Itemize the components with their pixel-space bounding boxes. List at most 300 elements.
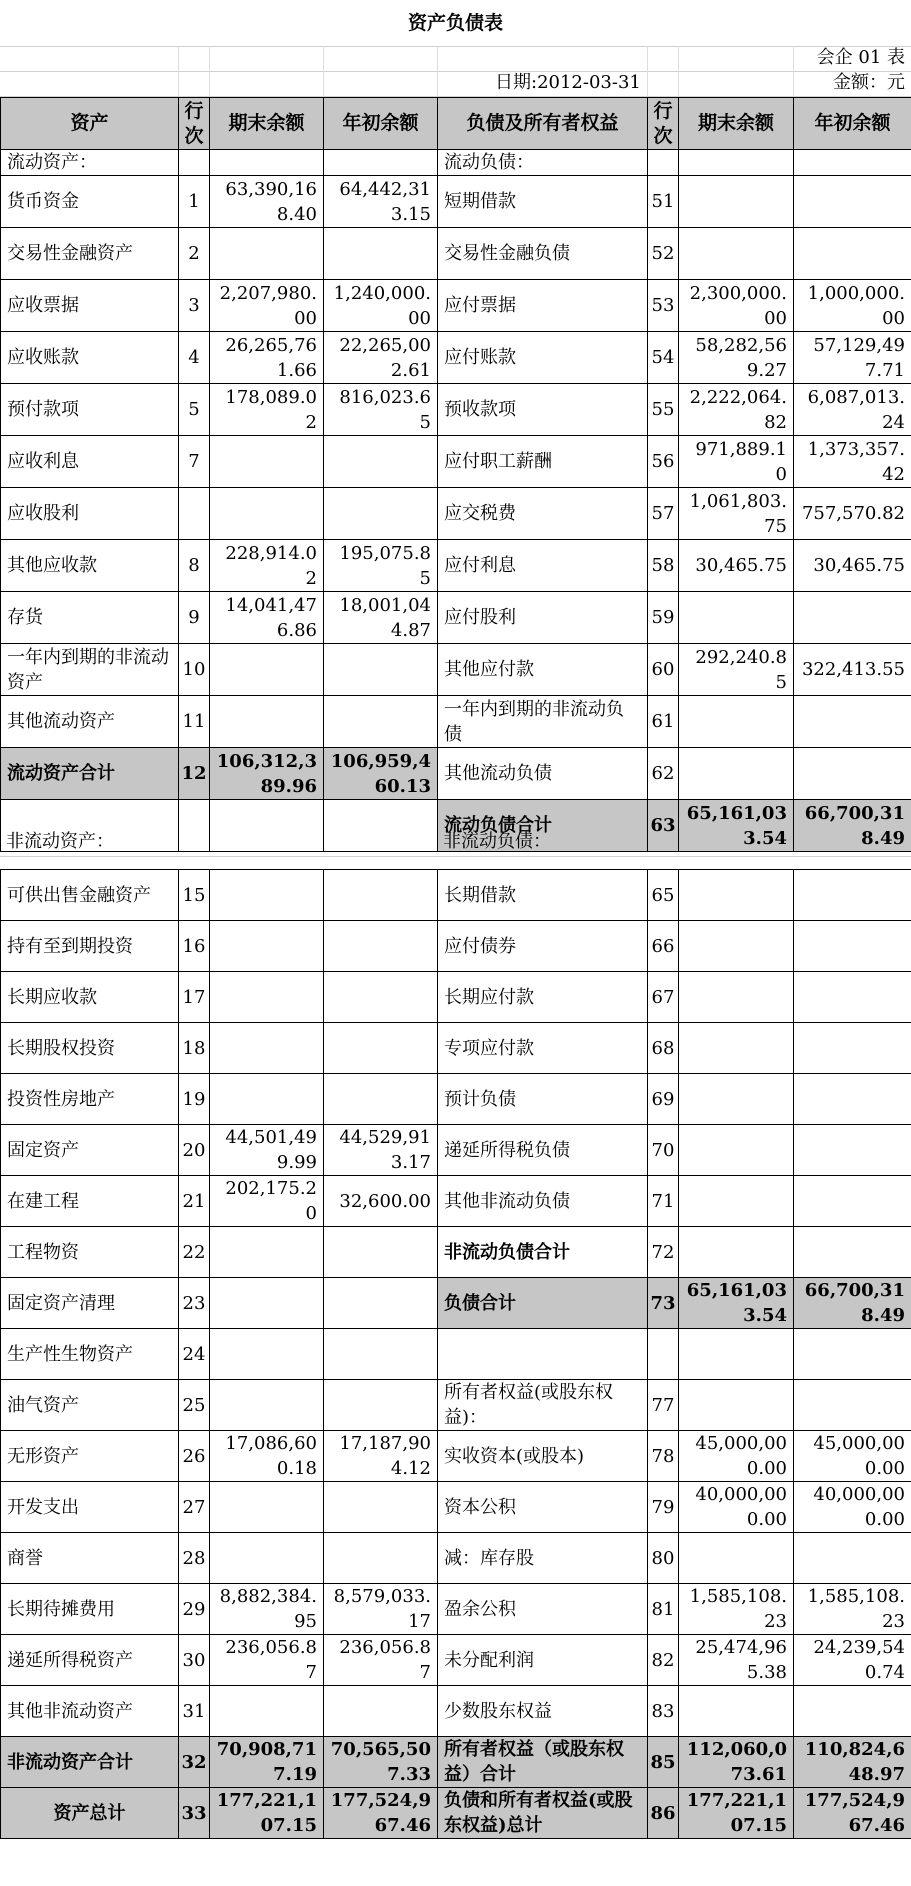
liability-label: 所有者权益（或股东权益）合计 [438,1737,648,1788]
liability-opening-balance [794,972,911,1023]
liability-label: 减：库存股 [438,1533,648,1584]
table-cell [648,150,679,176]
asset-label: 应收股利 [1,488,179,540]
grid-line [647,46,648,96]
liability-opening-balance: 40,000,000.00 [794,1482,911,1533]
table-row [1,1533,911,1584]
liability-ending-balance [679,972,794,1023]
asset-ending-balance [210,696,324,748]
column-header: 年初余额 [324,98,438,150]
liability-line-no: 70 [648,1125,679,1176]
asset-opening-balance [324,800,438,852]
asset-ending-balance [210,1380,324,1431]
liability-opening-balance: 66,700,318.49 [794,800,911,852]
liability-line-no: 51 [648,176,679,228]
asset-opening-balance [324,1023,438,1074]
liability-opening-balance [794,1329,911,1380]
liability-opening-balance [794,1380,911,1431]
asset-label: 非流动资产合计 [1,1737,179,1788]
grid-line [437,46,438,96]
liability-label: 其他非流动负债 [438,1176,648,1227]
asset-line-no: 15 [179,870,210,921]
liability-label: 资本公积 [438,1482,648,1533]
column-header: 年初余额 [794,98,911,150]
liability-ending-balance [679,1533,794,1584]
asset-ending-balance: 106,312,389.96 [210,748,324,800]
liability-line-no: 85 [648,1737,679,1788]
asset-opening-balance [324,1533,438,1584]
liability-ending-balance [679,748,794,800]
asset-opening-balance [324,1329,438,1380]
liability-opening-balance: 757,570.82 [794,488,911,540]
liability-label: 长期应付款 [438,972,648,1023]
liability-ending-balance: 971,889.10 [679,436,794,488]
asset-ending-balance [210,1074,324,1125]
liability-label: 应交税费 [438,488,648,540]
table-cell [179,150,210,176]
table-row [1,644,911,696]
asset-label: 长期股权投资 [1,1023,179,1074]
liability-opening-balance [794,1125,911,1176]
liability-line-no: 62 [648,748,679,800]
table-row [1,1635,911,1686]
liability-line-no: 58 [648,540,679,592]
liability-line-no: 53 [648,280,679,332]
liability-line-no: 55 [648,384,679,436]
liability-label: 所有者权益(或股东权益)： [438,1380,648,1431]
table-row [1,1176,911,1227]
asset-line-no: 33 [179,1788,210,1839]
liability-line-no: 81 [648,1584,679,1635]
asset-label: 可供出售金融资产 [1,870,179,921]
sheet-title: 资产负债表 [407,12,503,34]
asset-line-no: 19 [179,1074,210,1125]
liability-line-no: 56 [648,436,679,488]
asset-line-no: 11 [179,696,210,748]
asset-ending-balance: 44,501,499.99 [210,1125,324,1176]
liability-ending-balance: 1,585,108.23 [679,1584,794,1635]
asset-opening-balance [324,1482,438,1533]
liability-label: 预计负债 [438,1074,648,1125]
asset-opening-balance [324,972,438,1023]
column-header: 行次 [648,98,679,150]
liability-line-no: 61 [648,696,679,748]
liability-line-no: 79 [648,1482,679,1533]
asset-label: 流动资产合计 [1,748,179,800]
liability-label: 少数股东权益 [438,1686,648,1737]
asset-line-no: 18 [179,1023,210,1074]
asset-ending-balance [210,1023,324,1074]
liability-opening-balance [794,176,911,228]
liability-line-no: 69 [648,1074,679,1125]
table-row [1,1584,911,1635]
asset-label: 长期应收款 [1,972,179,1023]
asset-ending-balance [210,1482,324,1533]
asset-opening-balance: 816,023.65 [324,384,438,436]
liability-label: 非流动负债合计 [438,1227,648,1278]
table-row [1,1431,911,1482]
asset-label: 预付款项 [1,384,179,436]
asset-line-no: 10 [179,644,210,696]
currency-unit: 金额：元 [833,72,905,93]
asset-line-no: 17 [179,972,210,1023]
asset-opening-balance [324,1278,438,1329]
asset-opening-balance [324,1380,438,1431]
section-label: 非流动负债： [443,831,551,852]
liability-label: 负债合计 [438,1278,648,1329]
asset-line-no: 24 [179,1329,210,1380]
grid-line [323,46,324,96]
liability-line-no: 65 [648,870,679,921]
asset-label: 生产性生物资产 [1,1329,179,1380]
liability-ending-balance [679,696,794,748]
asset-line-no: 22 [179,1227,210,1278]
liability-label: 交易性金融负债 [438,228,648,280]
asset-opening-balance: 177,524,967.46 [324,1788,438,1839]
table-row [1,1227,911,1278]
liability-ending-balance: 30,465.75 [679,540,794,592]
report-date: 日期:2012-03-31 [495,72,641,93]
asset-line-no: 5 [179,384,210,436]
liability-label: 未分配利润 [438,1635,648,1686]
liability-opening-balance: 1,585,108.23 [794,1584,911,1635]
liability-line-no: 66 [648,921,679,972]
liability-ending-balance [679,870,794,921]
liability-opening-balance [794,1686,911,1737]
liability-label: 应付账款 [438,332,648,384]
table-row [1,1686,911,1737]
asset-line-no: 30 [179,1635,210,1686]
liability-opening-balance: 177,524,967.46 [794,1788,911,1839]
asset-ending-balance [210,436,324,488]
liability-opening-balance: 110,824,648.97 [794,1737,911,1788]
section-label: 非流动资产： [6,831,114,852]
liability-label: 递延所得税负债 [438,1125,648,1176]
liability-opening-balance: 1,373,357.42 [794,436,911,488]
grid-line [178,46,179,96]
table-row [1,1023,911,1074]
liability-ending-balance: 58,282,569.27 [679,332,794,384]
liability-label: 负债和所有者权益(或股东权益)总计 [438,1788,648,1839]
asset-opening-balance: 32,600.00 [324,1176,438,1227]
liability-ending-balance: 1,061,803.75 [679,488,794,540]
asset-opening-balance [324,696,438,748]
liability-line-no: 80 [648,1533,679,1584]
liability-ending-balance: 65,161,033.54 [679,1278,794,1329]
asset-ending-balance [210,972,324,1023]
liability-ending-balance [679,1074,794,1125]
asset-ending-balance: 202,175.20 [210,1176,324,1227]
liability-opening-balance [794,870,911,921]
asset-label: 递延所得税资产 [1,1635,179,1686]
liability-ending-balance: 25,474,965.38 [679,1635,794,1686]
asset-opening-balance [324,921,438,972]
liability-line-no [648,1329,679,1380]
table-row [1,1737,911,1788]
asset-label: 存货 [1,592,179,644]
table-row [1,332,911,384]
liability-ending-balance: 45,000,000.00 [679,1431,794,1482]
liability-opening-balance [794,592,911,644]
liability-line-no: 71 [648,1176,679,1227]
asset-line-no [179,800,210,852]
asset-opening-balance: 236,056.87 [324,1635,438,1686]
liability-label: 应付票据 [438,280,648,332]
asset-opening-balance: 44,529,913.17 [324,1125,438,1176]
liability-ending-balance [679,592,794,644]
table-cell [210,150,324,176]
section-row [1,150,911,176]
asset-opening-balance [324,644,438,696]
asset-line-no: 4 [179,332,210,384]
liability-opening-balance: 45,000,000.00 [794,1431,911,1482]
liability-label [438,1329,648,1380]
table-row [1,1074,911,1125]
liability-label: 其他应付款 [438,644,648,696]
table-row [1,921,911,972]
grid-line [0,856,911,857]
column-header: 负债及所有者权益 [438,98,648,150]
asset-ending-balance: 14,041,476.86 [210,592,324,644]
asset-ending-balance: 17,086,600.18 [210,1431,324,1482]
liability-label: 应付债券 [438,921,648,972]
liability-label: 专项应付款 [438,1023,648,1074]
asset-line-no: 29 [179,1584,210,1635]
asset-label: 货币资金 [1,176,179,228]
asset-ending-balance: 236,056.87 [210,1635,324,1686]
table-row [1,228,911,280]
table-cell [679,150,794,176]
asset-line-no: 12 [179,748,210,800]
asset-label: 商誉 [1,1533,179,1584]
noncurrent-section-table [0,869,911,1839]
asset-opening-balance: 64,442,313.15 [324,176,438,228]
table-row [1,972,911,1023]
liability-opening-balance: 1,000,000.00 [794,280,911,332]
liability-ending-balance [679,176,794,228]
asset-ending-balance [210,800,324,852]
liability-ending-balance [679,1227,794,1278]
asset-line-no: 16 [179,921,210,972]
column-header: 期末余额 [210,98,324,150]
asset-line-no: 27 [179,1482,210,1533]
current-section-table [0,97,911,852]
asset-ending-balance [210,1686,324,1737]
asset-opening-balance: 195,075.85 [324,540,438,592]
asset-line-no: 32 [179,1737,210,1788]
asset-label: 其他非流动资产 [1,1686,179,1737]
section-label: 流动负债： [438,150,648,176]
asset-line-no [179,488,210,540]
liability-line-no: 68 [648,1023,679,1074]
column-header: 期末余额 [679,98,794,150]
liability-label: 应付利息 [438,540,648,592]
asset-ending-balance [210,870,324,921]
asset-ending-balance: 177,221,107.15 [210,1788,324,1839]
liability-line-no: 60 [648,644,679,696]
liability-ending-balance [679,1380,794,1431]
liability-ending-balance: 65,161,033.54 [679,800,794,852]
liability-ending-balance: 40,000,000.00 [679,1482,794,1533]
section-label: 流动资产： [1,150,179,176]
asset-label: 投资性房地产 [1,1074,179,1125]
liability-opening-balance [794,696,911,748]
grid-line [793,46,794,96]
asset-opening-balance: 1,240,000.00 [324,280,438,332]
column-header: 行次 [179,98,210,150]
table-row [1,1380,911,1431]
asset-label: 固定资产 [1,1125,179,1176]
asset-line-no: 2 [179,228,210,280]
liability-line-no: 72 [648,1227,679,1278]
liability-line-no: 57 [648,488,679,540]
liability-label: 其他流动负债 [438,748,648,800]
liability-ending-balance [679,1686,794,1737]
liability-opening-balance: 322,413.55 [794,644,911,696]
asset-label: 其他应收款 [1,540,179,592]
liability-opening-balance [794,1227,911,1278]
form-number: 会企 01 表 [816,47,905,68]
liability-opening-balance [794,1533,911,1584]
asset-line-no: 1 [179,176,210,228]
liability-opening-balance [794,1023,911,1074]
asset-label: 其他流动资产 [1,696,179,748]
column-header: 资产 [1,98,179,150]
liability-opening-balance [794,228,911,280]
liability-line-no: 59 [648,592,679,644]
table-row [1,592,911,644]
liability-line-no: 63 [648,800,679,852]
table-row [1,1329,911,1380]
asset-line-no: 3 [179,280,210,332]
asset-ending-balance: 228,914.02 [210,540,324,592]
grid-line [678,46,679,96]
asset-opening-balance [324,488,438,540]
asset-ending-balance: 63,390,168.40 [210,176,324,228]
asset-ending-balance: 26,265,761.66 [210,332,324,384]
liability-label: 实收资本(或股本) [438,1431,648,1482]
liability-line-no: 73 [648,1278,679,1329]
asset-line-no: 31 [179,1686,210,1737]
asset-opening-balance: 106,959,460.13 [324,748,438,800]
grid-line [0,71,911,72]
asset-ending-balance [210,1329,324,1380]
column-header-row [1,98,911,150]
asset-line-no: 28 [179,1533,210,1584]
liability-opening-balance [794,921,911,972]
table-row [1,384,911,436]
asset-opening-balance: 8,579,033.17 [324,1584,438,1635]
asset-opening-balance: 22,265,002.61 [324,332,438,384]
asset-ending-balance: 70,908,717.19 [210,1737,324,1788]
asset-opening-balance [324,228,438,280]
asset-opening-balance [324,436,438,488]
liability-line-no: 52 [648,228,679,280]
liability-ending-balance [679,921,794,972]
liability-ending-balance: 2,222,064.82 [679,384,794,436]
liability-line-no: 77 [648,1380,679,1431]
liability-opening-balance: 30,465.75 [794,540,911,592]
liability-opening-balance: 24,239,540.74 [794,1635,911,1686]
grid-line [0,46,911,47]
asset-label: 固定资产清理 [1,1278,179,1329]
liability-line-no: 54 [648,332,679,384]
liability-line-no: 67 [648,972,679,1023]
table-row [1,696,911,748]
table-row [1,540,911,592]
liability-opening-balance [794,748,911,800]
table-row [1,1482,911,1533]
liability-ending-balance [679,1023,794,1074]
asset-label: 长期待摊费用 [1,1584,179,1635]
grid-line [209,46,210,96]
liability-opening-balance: 66,700,318.49 [794,1278,911,1329]
asset-label: 一年内到期的非流动资产 [1,644,179,696]
asset-line-no: 20 [179,1125,210,1176]
asset-ending-balance [210,1227,324,1278]
table-row [1,436,911,488]
asset-line-no: 9 [179,592,210,644]
asset-ending-balance [210,228,324,280]
liability-label: 盈余公积 [438,1584,648,1635]
table-row [1,748,911,800]
liability-ending-balance: 2,300,000.00 [679,280,794,332]
liability-label: 一年内到期的非流动负债 [438,696,648,748]
liability-opening-balance: 57,129,497.71 [794,332,911,384]
liability-ending-balance: 292,240.85 [679,644,794,696]
table-row [1,1278,911,1329]
asset-opening-balance [324,1074,438,1125]
table-row [1,1125,911,1176]
liability-line-no: 82 [648,1635,679,1686]
table-row [1,870,911,921]
asset-label: 交易性金融资产 [1,228,179,280]
liability-ending-balance [679,228,794,280]
liability-line-no: 78 [648,1431,679,1482]
asset-line-no: 8 [179,540,210,592]
asset-ending-balance: 8,882,384.95 [210,1584,324,1635]
asset-ending-balance [210,1533,324,1584]
asset-opening-balance [324,870,438,921]
asset-opening-balance: 70,565,507.33 [324,1737,438,1788]
liability-ending-balance [679,1125,794,1176]
asset-label: 应收票据 [1,280,179,332]
asset-ending-balance: 2,207,980.00 [210,280,324,332]
liability-line-no: 83 [648,1686,679,1737]
liability-opening-balance [794,1176,911,1227]
asset-opening-balance [324,1227,438,1278]
asset-line-no: 7 [179,436,210,488]
asset-opening-balance: 18,001,044.87 [324,592,438,644]
liability-label: 短期借款 [438,176,648,228]
table-row [1,280,911,332]
table-cell [324,150,438,176]
asset-label: 工程物资 [1,1227,179,1278]
asset-line-no: 21 [179,1176,210,1227]
liability-ending-balance [679,1176,794,1227]
asset-label: 持有至到期投资 [1,921,179,972]
asset-line-no: 23 [179,1278,210,1329]
liability-opening-balance [794,1074,911,1125]
asset-opening-balance: 17,187,904.12 [324,1431,438,1482]
table-cell [794,150,911,176]
liability-label: 长期借款 [438,870,648,921]
asset-line-no: 26 [179,1431,210,1482]
asset-label: 开发支出 [1,1482,179,1533]
liability-ending-balance: 112,060,073.61 [679,1737,794,1788]
asset-line-no: 25 [179,1380,210,1431]
asset-label: 油气资产 [1,1380,179,1431]
